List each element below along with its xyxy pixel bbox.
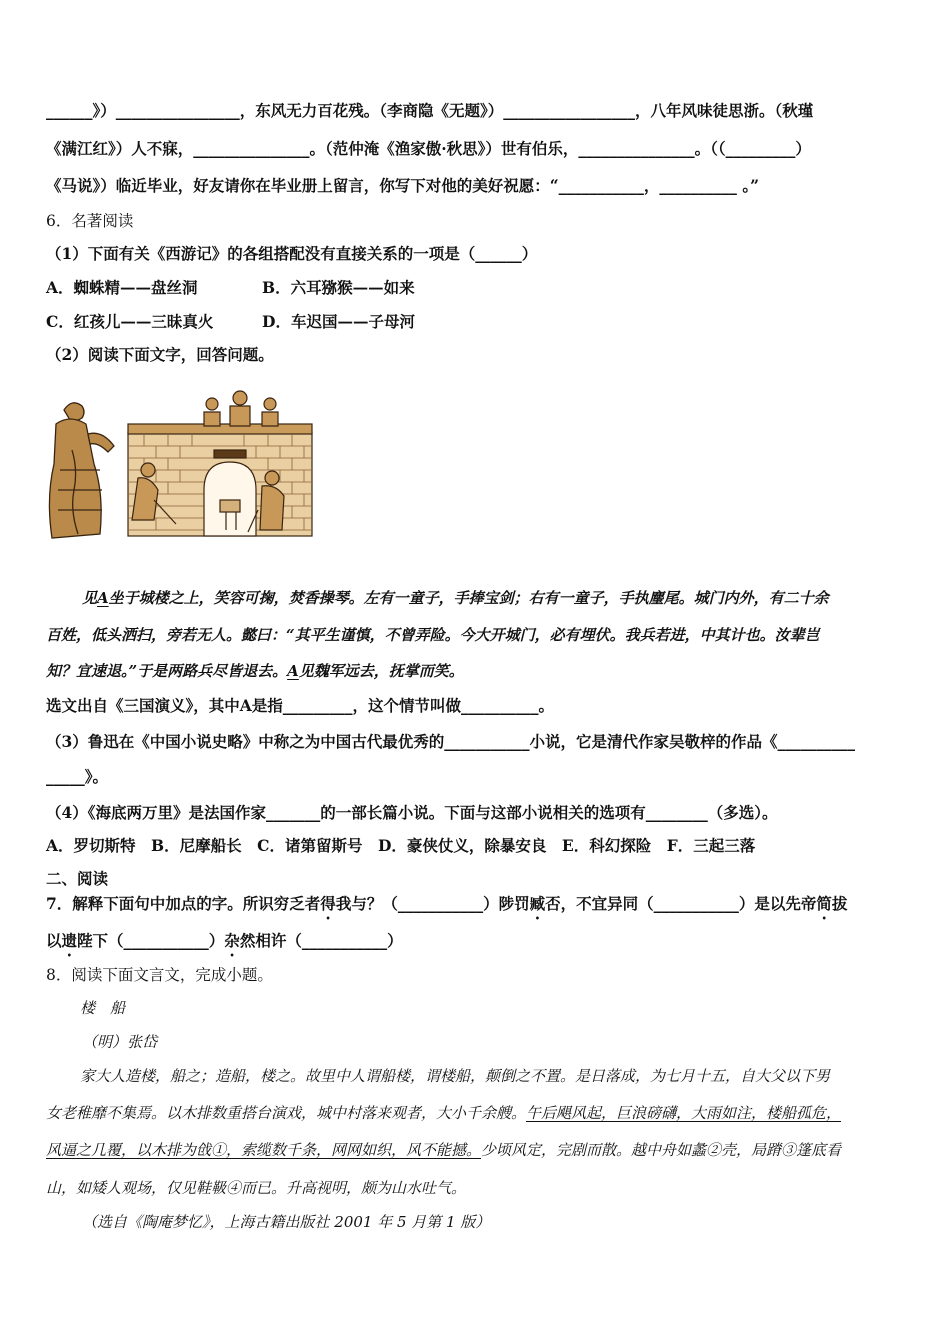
q7-a-mid1: 我与？（___________）陟罚 bbox=[335, 894, 530, 913]
q6-option-b: B．六耳猕猴——如来 bbox=[262, 278, 415, 297]
passage-line-1-post: 坐于城楼之上，笑容可掬，焚香操琴。左有一童子，手捧宝剑；右有一童子，手执麈尾。城门内外，有二十余 bbox=[108, 589, 829, 607]
q7-dotted-jian: 简 bbox=[816, 894, 832, 913]
q8-intro: 8．阅读下面文言文，完成小题。 bbox=[46, 966, 273, 984]
q7-dotted-de: 得 bbox=[320, 894, 336, 913]
poem-fill-line-2: 《满江红》）人不寐，_______________。（范仲淹《渔家傲·秋思》）世有伯乐，_______________。（（_________） bbox=[46, 139, 811, 158]
q8-t3-underlined: 风逼之几覆，以木排为戗①，索缆数千条，网网如织，风不能撼。 bbox=[46, 1141, 482, 1159]
q6-part2-question: 选文出自《三国演义》，其中A是指_________，这个情节叫做__________。 bbox=[46, 696, 555, 715]
passage-line-3-post: 见魏军远去，抚掌而笑。 bbox=[298, 662, 464, 680]
q7-b-mid: 陛下（___________） bbox=[77, 931, 225, 950]
poem-fill-line-3: 《马说》）临近毕业，好友请你在毕业册上留言，你写下对他的美好祝愿：“___________，__________ 。” bbox=[46, 176, 759, 195]
q8-title: 楼 船 bbox=[80, 999, 126, 1017]
q6-option-c: C．红孩儿——三昧真火 bbox=[46, 312, 214, 331]
q6-part4-options: A．罗切斯特 B．尼摩船长 C．诸第留斯号 D．豪侠仗义，除暴安良 E．科幻探险 F．三起三落 bbox=[46, 836, 756, 855]
q6-option-d: D．车迟国——子母河 bbox=[262, 312, 415, 331]
q8-text-line-3 bbox=[46, 1139, 841, 1161]
q6-part3-line-2: _____》。 bbox=[46, 767, 109, 786]
q7-dotted-yi: 遗 bbox=[61, 931, 78, 950]
passage-line-1 bbox=[82, 587, 829, 609]
q8-t2-pre: 女老稚靡不集焉。以木排数重搭台演戏，城中村落来观者，大小千余艘。 bbox=[46, 1104, 527, 1122]
q8-text-line-4: 山，如矮人观场，仅见鞋靸④而已。升高视明，颇为山水吐气。 bbox=[46, 1179, 467, 1197]
passage-line-2: 百姓，低头洒扫，旁若无人。懿曰：“其平生谨慎，不曾弄险。今大开城门，必有埋伏。我兵若进，中其计也。汝辈岂 bbox=[46, 626, 820, 644]
q6-part1-question: （1）下面有关《西游记》的各组搭配没有直接关系的一项是（______） bbox=[46, 244, 538, 263]
q7-dotted-zang: 臧 bbox=[529, 894, 546, 913]
q7-a-mid2: 否，不宜异同（___________）是以先帝 bbox=[545, 894, 817, 913]
q7-a-pre: 7．解释下面句中加点的字。所识穷乏者 bbox=[46, 894, 321, 913]
q7-a-post: 拔 bbox=[831, 894, 848, 913]
q8-text-line-2 bbox=[46, 1102, 841, 1124]
section-2-title: 二、阅读 bbox=[46, 869, 109, 888]
passage-line-1-pre: 见 bbox=[82, 589, 98, 607]
q7-b-post: 然相许（___________） bbox=[239, 931, 403, 950]
q8-t2-underlined: 午后飓风起，巨浪磅礴，大雨如注，楼船孤危， bbox=[526, 1104, 842, 1122]
passage-line-3 bbox=[46, 660, 464, 682]
q7-dotted-za: 杂 bbox=[224, 931, 240, 950]
q7-line-2 bbox=[46, 930, 403, 960]
passage-marker-a: A bbox=[97, 589, 109, 607]
q7-line-1 bbox=[46, 893, 847, 923]
passage-line-3-pre: 知？宜速退。”于是两路兵尽皆退去。 bbox=[46, 662, 288, 680]
q8-author: （明）张岱 bbox=[82, 1033, 158, 1051]
city-wall-illustration bbox=[44, 390, 316, 552]
q7-b-pre: 以 bbox=[46, 931, 62, 950]
q6-title: 6．名著阅读 bbox=[46, 212, 134, 230]
q6-part3-line-1: （3）鲁迅在《中国小说史略》中称之为中国古代最优秀的___________小说，它是清代作家吴敬梓的作品《__________ bbox=[46, 732, 856, 751]
q6-part2-prompt: （2）阅读下面文字，回答问题。 bbox=[46, 345, 274, 364]
q8-source: （选自《陶庵梦忆》，上海古籍出版社 2001 年 5 月第 1 版） bbox=[82, 1213, 491, 1231]
poem-fill-line-1: ______》）________________，东风无力百花残。（李商隐《无题》）_________________，八年风味徒思浙。（秋瑾 bbox=[46, 101, 814, 120]
q8-t3-post: 少顷风定，完剧而散。越中舟如蠡②壳，局蹐③篷底看 bbox=[481, 1141, 842, 1159]
q6-part4-question: （4）《海底两万里》是法国作家_______的一部长篇小说。下面与这部小说相关的选项有________（多选）。 bbox=[46, 803, 778, 822]
q8-text-line-1: 家大人造楼，船之；造船，楼之。故里中人谓船楼，谓楼船，颠倒之不置。是日落成，为七月十五，自大父以下男 bbox=[80, 1067, 831, 1085]
q6-option-a: A．蜘蛛精——盘丝洞 bbox=[46, 278, 198, 297]
passage-marker-a-2: A bbox=[287, 662, 299, 680]
